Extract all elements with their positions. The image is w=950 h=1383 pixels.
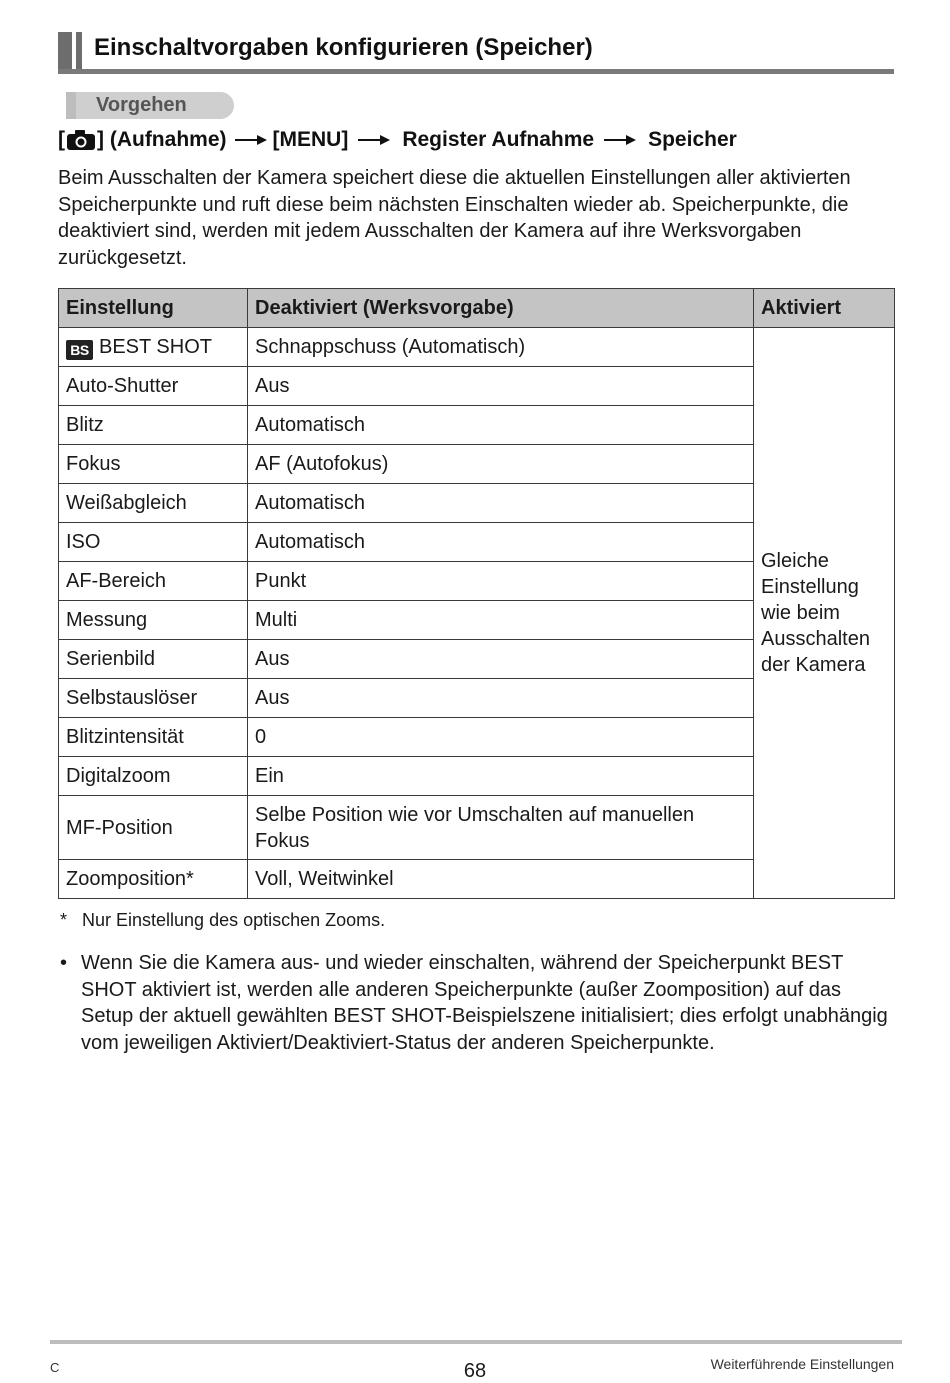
footnote (60, 910, 385, 931)
bullet-marker: • (60, 952, 68, 974)
menu-path (58, 128, 737, 152)
default-cell: 0 (248, 718, 754, 757)
setting-cell: Fokus (59, 445, 248, 484)
footer-language-code: C (50, 1360, 60, 1375)
setting-cell: Selbstauslöser (59, 679, 248, 718)
default-cell: AF (Autofokus) (248, 445, 754, 484)
default-cell: Selbe Position wie vor Umschalten auf manuellen Fokus (248, 796, 754, 860)
setting-cell: Digitalzoom (59, 757, 248, 796)
footnote-marker: * (60, 910, 68, 930)
default-cell: Aus (248, 679, 754, 718)
default-cell: Automatisch (248, 523, 754, 562)
footer-section-name: Weiterführende Einstellungen (710, 1356, 894, 1372)
activated-cell: Gleiche Einstellung wie beim Ausschalten der Kamera (754, 328, 895, 899)
intro-paragraph: Beim Ausschalten der Kamera speichert diese die aktuellen Einstellungen aller aktivierten Speicherpunkte und ruft diese beim nächsten Einschalten wieder ab. Speicherpunkte, die deaktiviert sind, werden mit jedem Ausschalten der Kamera auf ihre Werksvorgaben zurückgesetzt. (58, 167, 851, 269)
memory-settings-table (58, 288, 895, 899)
arrow-right-icon (358, 135, 390, 145)
page-number: 68 (463, 1360, 487, 1382)
title-marker-bar-thin (76, 32, 82, 72)
default-cell: Aus (248, 367, 754, 406)
setting-cell: BS BEST SHOT (59, 328, 248, 367)
default-cell: Voll, Weitwinkel (248, 860, 754, 899)
header-activated: Aktiviert (754, 289, 895, 328)
page-title-block (58, 32, 894, 74)
header-setting: Einstellung (59, 289, 248, 328)
default-cell: Multi (248, 601, 754, 640)
title-marker-bar (58, 32, 72, 72)
default-cell: Schnappschuss (Automatisch) (248, 328, 754, 367)
camera-icon (66, 129, 96, 151)
setting-cell: ISO (59, 523, 248, 562)
table-header-row (59, 289, 895, 328)
best-shot-icon: BS (66, 340, 93, 360)
footer-rule (50, 1340, 902, 1344)
table-row (59, 328, 895, 367)
arrow-right-icon (604, 135, 636, 145)
page-title: Einschaltvorgaben konfigurieren (Speicher) (94, 34, 593, 61)
header-default: Deaktiviert (Werksvorgabe) (248, 289, 754, 328)
default-cell: Aus (248, 640, 754, 679)
bullet-note (58, 950, 894, 1056)
setting-cell: Serienbild (59, 640, 248, 679)
path-step-recording: ] (Aufnahme) (97, 128, 227, 151)
setting-cell: Messung (59, 601, 248, 640)
path-step-menu: [MENU] (272, 128, 349, 151)
path-step-register: Register Aufnahme (402, 128, 595, 151)
setting-cell: AF-Bereich (59, 562, 248, 601)
default-cell: Automatisch (248, 406, 754, 445)
default-cell: Punkt (248, 562, 754, 601)
setting-cell: Blitzintensität (59, 718, 248, 757)
path-step-memory: Speicher (648, 128, 737, 151)
default-cell: Ein (248, 757, 754, 796)
default-cell: Automatisch (248, 484, 754, 523)
path-open-bracket: [ (58, 128, 65, 151)
setting-cell: Weißabgleich (59, 484, 248, 523)
setting-cell: Zoomposition* (59, 860, 248, 899)
bullet-note-text: Wenn Sie die Kamera aus- und wieder einschalten, während der Speicherpunkt BEST SHOT aktiviert ist, werden alle anderen Speicherpunkte (außer Zoomposition) auf das Setup der aktuell gewählten BEST SHOT-Beispielszene initialisiert; dies erfolgt unabhängig vom jeweiligen Aktiviert/Deaktiviert-Status der anderen Speicherpunkte. (81, 952, 888, 1054)
arrow-right-icon (235, 135, 267, 145)
setting-cell: MF-Position (59, 796, 248, 860)
setting-cell: Auto-Shutter (59, 367, 248, 406)
setting-cell: Blitz (59, 406, 248, 445)
procedure-badge (58, 92, 234, 119)
title-underline (58, 69, 894, 74)
footnote-text: Nur Einstellung des optischen Zooms. (82, 910, 386, 930)
procedure-badge-label: Vorgehen (96, 94, 187, 116)
